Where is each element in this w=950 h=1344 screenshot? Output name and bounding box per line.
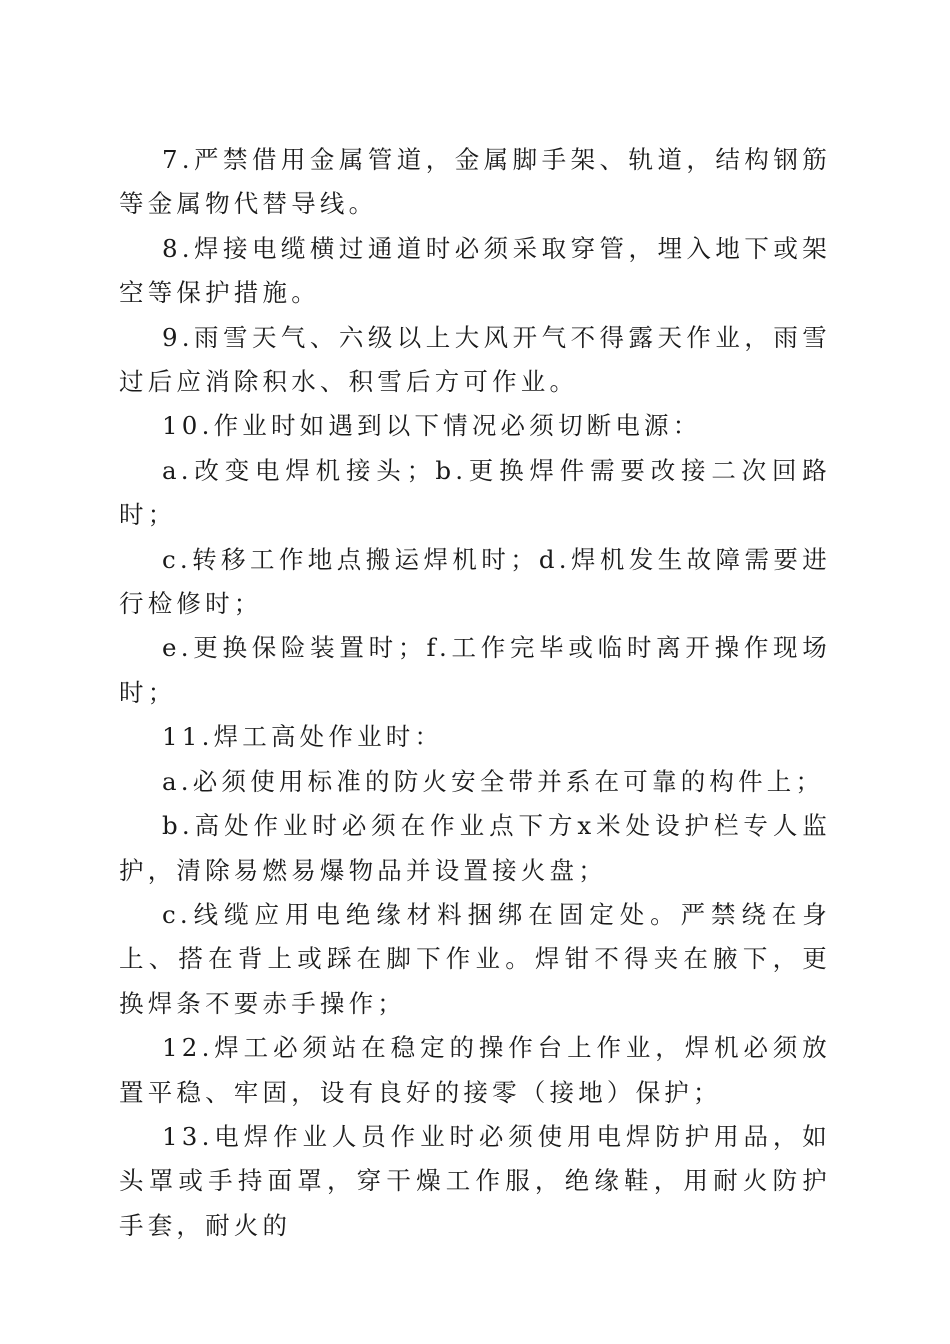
paragraph-13: 13.电焊作业人员作业时必须使用电焊防护用品，如头罩或手持面罩，穿干燥工作服，绝缘鞋，用耐火防护手套，耐火的 xyxy=(119,1121,831,1240)
paragraph-9: 9.雨雪天气、六级以上大风开气不得露天作业，雨雪过后应消除积水、积雪后方可作业。 xyxy=(119,322,831,397)
paragraph-10-item-ef: e.更换保险装置时；f.工作完毕或临时离开操作现场时； xyxy=(119,633,831,707)
paragraph-10-item-ab: a.改变电焊机接头；b.更换焊件需要改接二次回路时； xyxy=(119,455,831,530)
paragraph-10-heading: 10.作业时如遇到以下情况必须切断电源： xyxy=(162,411,702,441)
document-body xyxy=(119,138,831,1248)
paragraph-11-heading: 11.焊工高处作业时： xyxy=(162,722,444,752)
paragraph-11-item-a: a.必须使用标准的防火安全带并系在可靠的构件上； xyxy=(162,766,825,796)
paragraph-12: 12.焊工必须站在稳定的操作台上作业，焊机必须放置平稳、牢固，设有良好的接零（接地）保护； xyxy=(119,1033,831,1107)
paragraph-11-item-c: c.线缆应用电绝缘材料捆绑在固定处。严禁绕在身上、搭在背上或踩在脚下作业。焊钳不得夹在腋下，更换焊条不要赤手操作； xyxy=(119,899,831,1018)
paragraph-8: 8.焊接电缆横过通道时必须采取穿管，埋入地下或架空等保护措施。 xyxy=(119,233,831,308)
paragraph-11-item-b: b.高处作业时必须在作业点下方x米处设护栏专人监护，清除易燃易爆物品并设置接火盘； xyxy=(119,811,831,885)
paragraph-10-item-cd: c.转移工作地点搬运焊机时；d.焊机发生故障需要进行检修时； xyxy=(119,544,831,619)
paragraph-7: 7.严禁借用金属管道，金属脚手架、轨道，结构钢筋等金属物代替导线。 xyxy=(119,145,831,219)
